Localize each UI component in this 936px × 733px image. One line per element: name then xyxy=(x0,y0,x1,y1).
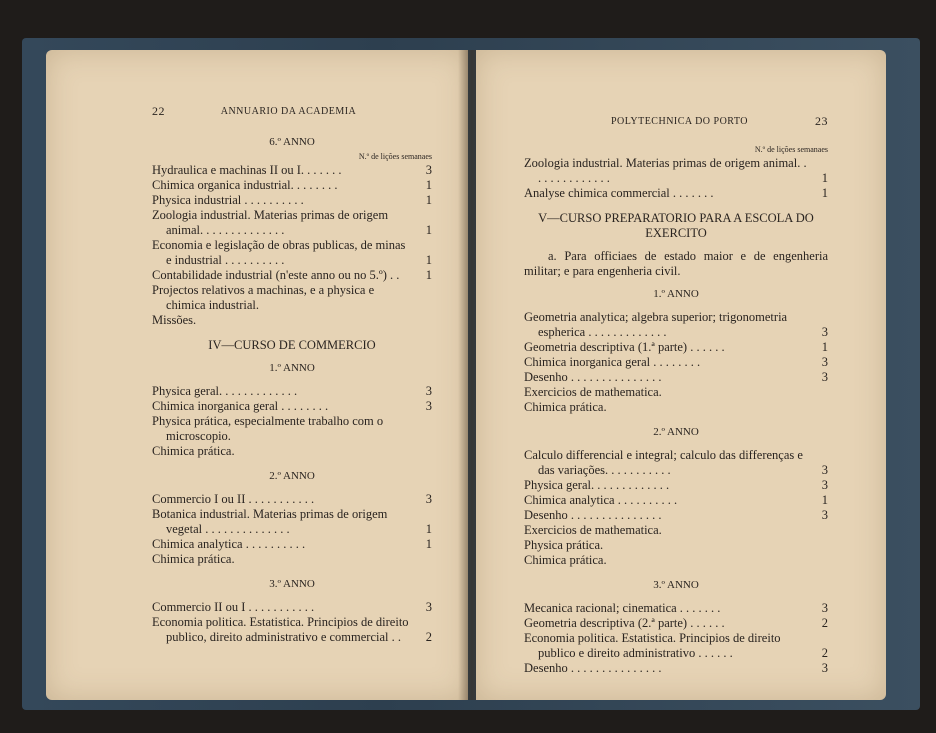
course-item: Geometria analytica; algebra superior; trigonometria espherica . . . . . . . . . . . . . 3 xyxy=(524,310,828,339)
course-item: Chimica analytica . . . . . . . . . . 1 xyxy=(152,537,432,551)
course-item: Physica geral. . . . . . . . . . . . . 3 xyxy=(152,384,432,398)
course-item: Exercicios de mathematica. xyxy=(524,385,662,399)
course-item: Desenho . . . . . . . . . . . . . . . 3 xyxy=(524,508,828,522)
course-item: Geometria descriptiva (2.ª parte) . . . . . . 2 xyxy=(524,616,828,630)
course-item: Chimica inorganica geral . . . . . . . . 3 xyxy=(152,399,432,413)
column-header: N.º de lições semanaes xyxy=(358,152,432,161)
course-title: V—CURSO PREPARATORIO PARA A ESCOLA DO EXERCITO xyxy=(538,211,814,240)
course-item: Chimica prática. xyxy=(524,553,607,567)
left-page xyxy=(46,50,468,700)
left-page-content xyxy=(46,50,468,700)
left-page-header xyxy=(152,104,432,119)
course-item: Zoologia industrial. Materias primas de origem animal. . . . . . . . . . . . . . 1 xyxy=(524,156,828,185)
course-item: Desenho . . . . . . . . . . . . . . . 3 xyxy=(524,370,828,384)
course-item: Missões. xyxy=(152,313,197,327)
right-page xyxy=(476,50,886,700)
course-item: Hydraulica e machinas II ou I. . . . . . . 3 xyxy=(152,163,432,177)
year-heading: 2.º ANNO xyxy=(269,470,315,482)
running-title: POLYTECHNICA DO PORTO xyxy=(610,116,749,127)
right-page-content xyxy=(476,50,886,700)
course-item: Chimica prática. xyxy=(152,552,235,566)
course-item: Chimica analytica . . . . . . . . . . 1 xyxy=(524,493,828,507)
course-item: Commercio I ou II . . . . . . . . . . . 3 xyxy=(152,492,432,506)
course-item: Analyse chimica commercial . . . . . . . 1 xyxy=(524,186,828,200)
course-item: Economia e legislação de obras publicas, de minas e industrial . . . . . . . . . . 1 xyxy=(152,238,432,267)
course-item: Contabilidade industrial (n'este anno ou no 5.º) . . 1 xyxy=(152,268,432,282)
course-item: Desenho . . . . . . . . . . . . . . . 3 xyxy=(524,661,828,675)
page-number: 23 xyxy=(815,114,828,128)
course-item: Economia politica. Estatistica. Principios de direito publico e direito administrativo . . . . . . 2 xyxy=(524,631,828,660)
course-item: Commercio II ou I . . . . . . . . . . . 3 xyxy=(152,600,432,614)
year-heading: 3.º ANNO xyxy=(653,579,699,591)
year-heading: 1.º ANNO xyxy=(653,288,699,300)
course-item: Physica prática. xyxy=(524,538,604,552)
running-title: ANNUARIO DA ACADEMIA xyxy=(220,106,357,117)
year-heading: 3.º ANNO xyxy=(269,578,315,590)
page-number: 22 xyxy=(152,104,165,118)
course-item: Chimica prática. xyxy=(524,400,607,414)
course-item: Exercicios de mathematica. xyxy=(524,523,662,537)
intro-paragraph: a. Para officiaes de estado maior e de engenheria militar; e para engenheria civil. xyxy=(524,249,828,278)
course-item: Economia politica. Estatistica. Principios de direito publico, direito administrativo e commercial . . 2 xyxy=(152,615,432,644)
right-page-header xyxy=(524,114,828,129)
course-item: Chimica organica industrial. . . . . . . . 1 xyxy=(152,178,432,192)
course-item: Calculo differencial e integral; calculo das differenças e das variações. . . . . . . . . . . 3 xyxy=(524,448,828,477)
course-item: Chimica inorganica geral . . . . . . . . 3 xyxy=(524,355,828,369)
course-title: IV—CURSO DE COMMERCIO xyxy=(208,338,376,352)
course-item: Chimica prática. xyxy=(152,444,235,458)
year-heading: 2.º ANNO xyxy=(653,426,699,438)
course-item: Geometria descriptiva (1.ª parte) . . . . . . 1 xyxy=(524,340,828,354)
course-item: Physica geral. . . . . . . . . . . . . 3 xyxy=(524,478,828,492)
year-heading: 6.º ANNO xyxy=(269,136,315,148)
course-item: Botanica industrial. Materias primas de origem vegetal . . . . . . . . . . . . . . 1 xyxy=(152,507,432,536)
year-heading: 1.º ANNO xyxy=(269,362,315,374)
course-item: Physica prática, especialmente trabalho com o microscopio. xyxy=(152,414,384,443)
course-item: Projectos relativos a machinas, e a physica e chimica industrial. xyxy=(152,283,375,312)
course-item: Zoologia industrial. Materias primas de origem animal. . . . . . . . . . . . . . 1 xyxy=(152,208,432,237)
column-header: N.º de lições semanaes xyxy=(754,145,828,154)
course-item: Physica industrial . . . . . . . . . . 1 xyxy=(152,193,432,207)
course-item: Mecanica racional; cinematica . . . . . . . 3 xyxy=(524,601,828,615)
